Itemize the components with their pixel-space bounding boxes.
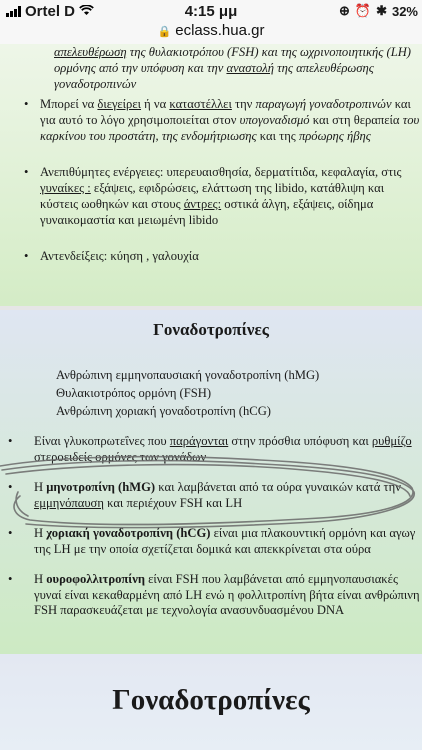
slide-1 bbox=[0, 44, 422, 306]
status-time: 4:15 μμ bbox=[184, 3, 238, 20]
top-line2-c: της απελευθέρωσης bbox=[273, 61, 374, 75]
slide2-title: Γοναδοτροπίνες bbox=[153, 320, 269, 339]
url-bar[interactable] bbox=[0, 22, 422, 45]
hormone-list bbox=[56, 366, 319, 420]
top-line1-b: της θυλακιοτρόπου (FSH) και της ωχρινοποιητικής (LH) bbox=[126, 45, 411, 59]
status-right bbox=[339, 3, 418, 19]
status-bar bbox=[0, 0, 422, 22]
top-line3: γοναδοτροπινών bbox=[54, 77, 137, 91]
url-text: eclass.hua.gr bbox=[175, 22, 265, 39]
slide-2 bbox=[0, 310, 422, 654]
battery-percent: 32% bbox=[391, 3, 418, 19]
slide2-bullet-1: • Είναι γλυκοπρωτεΐνες που παράγονται στην πρόσθια υπόφυση και ρυθμίζο στεροειδείς ορμόνες των γονάδων bbox=[0, 434, 422, 465]
hormone-item: Ανθρώπινη χοριακή γοναδοτροπίνη (hCG) bbox=[56, 404, 271, 418]
hormone-item: Θυλακιοτρόπος ορμόνη (FSH) bbox=[56, 386, 212, 400]
slide2-bullet-3: • Η χοριακή γοναδοτροπίνη (hCG) είναι μια πλακουντική ορμόνη και αγωγ της LH με την οποία σχετίζεται δομικά και απεκκρίνεται στα ούρα bbox=[0, 526, 422, 557]
slide2-bullets bbox=[0, 434, 422, 634]
lock-icon: 🔒 bbox=[157, 26, 172, 38]
top-line2-a: ορμόνης από την υπόφυση και την bbox=[54, 61, 227, 75]
slide1-bullet-2: • Ανεπιθύμητες ενέργειες: υπερευαισθησία, δερματίτιδα, κεφαλαγία, στις γυναίκες : εξάψεις, εφιδρώσεις, ελάττωση της libido, κατάθλιψη και κύστεις ωοθηκών και στους άντρες: οστικά άλγη, εξάψεις, οίδημα γυναικομαστία και μειωμένη libido bbox=[18, 164, 422, 228]
slide1-bullet-3: • Αντενδείξεις: κύηση , γαλουχία bbox=[18, 248, 422, 264]
slide2-bullet-4: • Η ουροφολλιτροπίνη είναι FSH που λαμβάνεται από εμμηνοπαυσιακές γυναί είναι κεκαθαρμένη από LH ενώ η φολλιτροπίνη βήτα είναι ανθρώπινη FSH παρασκευάζεται με τεχνολογία ανασυνδυασμένου DNA bbox=[0, 572, 422, 619]
slide1-bullets bbox=[18, 96, 422, 284]
hormone-item: Ανθρώπινη εμμηνοπαυσιακή γοναδοτροπίνη (hMG) bbox=[56, 368, 320, 382]
top-line2-b: αναστολή bbox=[226, 61, 274, 75]
slide-3 bbox=[0, 654, 422, 750]
slide3-title: Γοναδοτροπίνες bbox=[112, 684, 310, 716]
top-line1-a: απελευθέρωση bbox=[54, 45, 127, 59]
slide2-bullet-2: • Η μηνοτροπίνη (hMG) και λαμβάνεται από τα ούρα γυναικών κατά την εμμηνόπαυση και περιέχουν FSH και LH bbox=[0, 480, 422, 511]
bluetooth-icon: ✱ bbox=[376, 3, 387, 18]
rotation-lock-icon: ⊕ bbox=[338, 3, 350, 18]
carrier-name: Ortel D bbox=[25, 3, 76, 20]
alarm-icon: ⏰ bbox=[354, 3, 372, 18]
slide1-bullet-1: • Μπορεί να διεγείρει ή να καταστέλλει την παραγωγή γοναδοτροπινών και για αυτό το λόγο χρησιμοποιείται στον υπογοναδισμό και στη θεραπεία του καρκίνου του προστάτη, της ενδομήτριωσης και της πρόωρης ήβης bbox=[18, 96, 422, 144]
slide1-top-text bbox=[54, 44, 414, 92]
